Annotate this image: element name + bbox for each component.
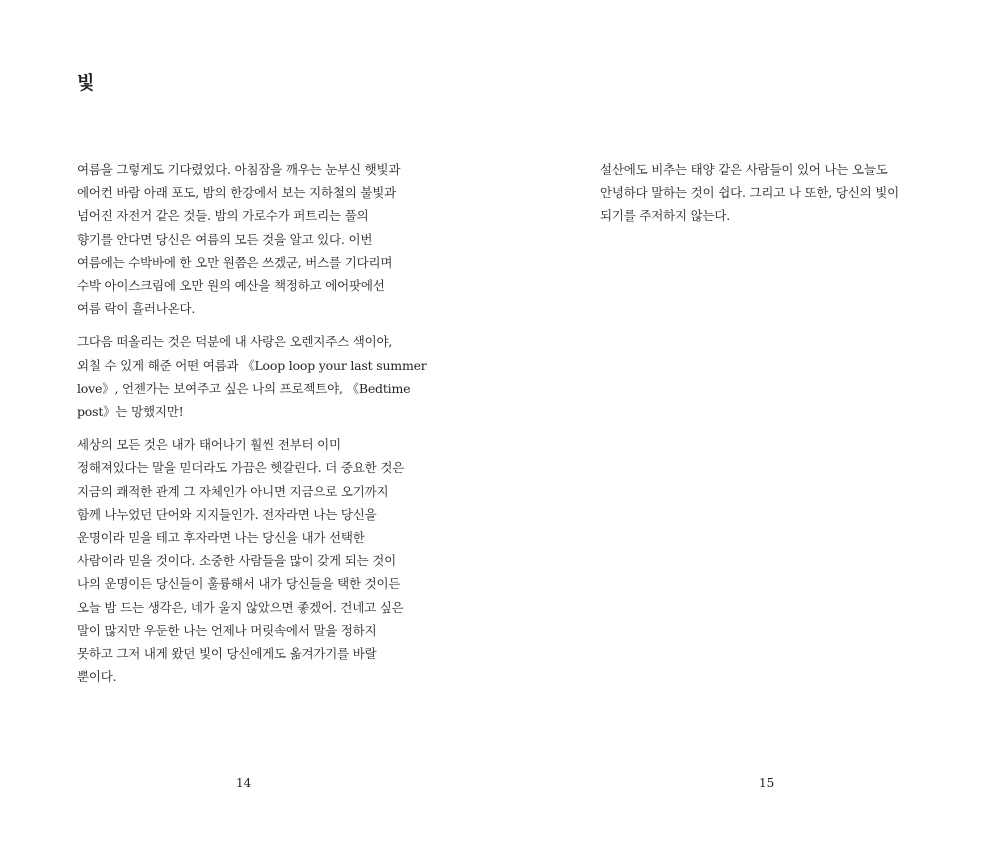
text-line: 여름에는 수박바에 한 오만 원쯤은 쓰겠군, 버스를 기다리며 (77, 254, 393, 270)
text-line: 설산에도 비추는 태양 같은 사람들이 있어 나는 오늘도 (600, 162, 888, 177)
text-line: 함께 나누었던 단어와 지지들인가. 전자라면 나는 당신을 (77, 506, 377, 522)
text-line: post》는 망했지만! (77, 404, 184, 420)
text-line: 못하고 그저 내게 왔던 빛이 당신에게도 옮겨가기를 바랄 (77, 646, 377, 662)
text-line: 여름을 그렇게도 기다렸었다. 아침잠을 깨우는 눈부신 햇빛과 (77, 162, 401, 177)
paragraph (77, 330, 427, 423)
text-line: 향기를 안다면 당신은 여름의 모든 것을 알고 있다. 이번 (77, 231, 373, 247)
text-line: 정해져있다는 말을 믿더라도 가끔은 헷갈린다. 더 중요한 것은 (77, 460, 405, 476)
text-line: 지금의 쾌적한 관계 그 자체인가 아니면 지금으로 오기까지 (77, 483, 389, 499)
paragraph (600, 158, 910, 228)
text-line: 세상의 모든 것은 내가 태어나기 훨씬 전부터 이미 (77, 437, 341, 453)
right-page (500, 0, 1000, 861)
page-title: 빛 (77, 73, 95, 94)
left-page-body (77, 158, 427, 698)
text-line: 되기를 주저하지 않는다. (600, 208, 731, 224)
page-number: 14 (236, 776, 252, 790)
text-line: 외칠 수 있게 해준 어떤 여름과 《Loop loop your last summer (77, 357, 427, 373)
text-line: 수박 아이스크림에 오만 원의 예산을 책정하고 에어팟에선 (77, 278, 385, 294)
text-line: 에어컨 바람 아래 포도, 밤의 한강에서 보는 지하철의 불빛과 (77, 185, 396, 201)
text-line: 말이 많지만 우둔한 나는 언제나 머릿속에서 말을 정하지 (77, 622, 377, 638)
paragraph (77, 433, 417, 688)
right-page-body (600, 158, 910, 238)
text-line: 나의 운명이든 당신들이 훌륭해서 내가 당신들을 택한 것이든 (77, 576, 401, 592)
text-line: 운명이라 믿을 테고 후자라면 나는 당신을 내가 선택한 (77, 530, 365, 546)
text-line: 그다음 떠올리는 것은 덕분에 내 사랑은 오렌지주스 색이야, (77, 334, 393, 350)
paragraph (77, 158, 417, 320)
text-line: 사람이라 믿을 것이다. 소중한 사람들을 많이 갖게 되는 것이 (77, 553, 396, 569)
text-line: 여름 락이 흘러나온다. (77, 301, 196, 317)
text-line: 안녕하다 말하는 것이 쉽다. 그리고 나 또한, 당신의 빛이 (600, 185, 899, 201)
text-line: 넘어진 자전거 같은 것들. 밤의 가로수가 퍼트리는 풀의 (77, 208, 369, 224)
text-line: 오늘 밤 드는 생각은, 네가 울지 않았으면 좋겠어. 건네고 싶은 (77, 599, 404, 615)
text-line: 뿐이다. (77, 669, 117, 685)
page-number: 15 (759, 776, 775, 790)
text-line: love》, 언젠가는 보여주고 싶은 나의 프로젝트야, 《Bedtime (77, 380, 411, 396)
